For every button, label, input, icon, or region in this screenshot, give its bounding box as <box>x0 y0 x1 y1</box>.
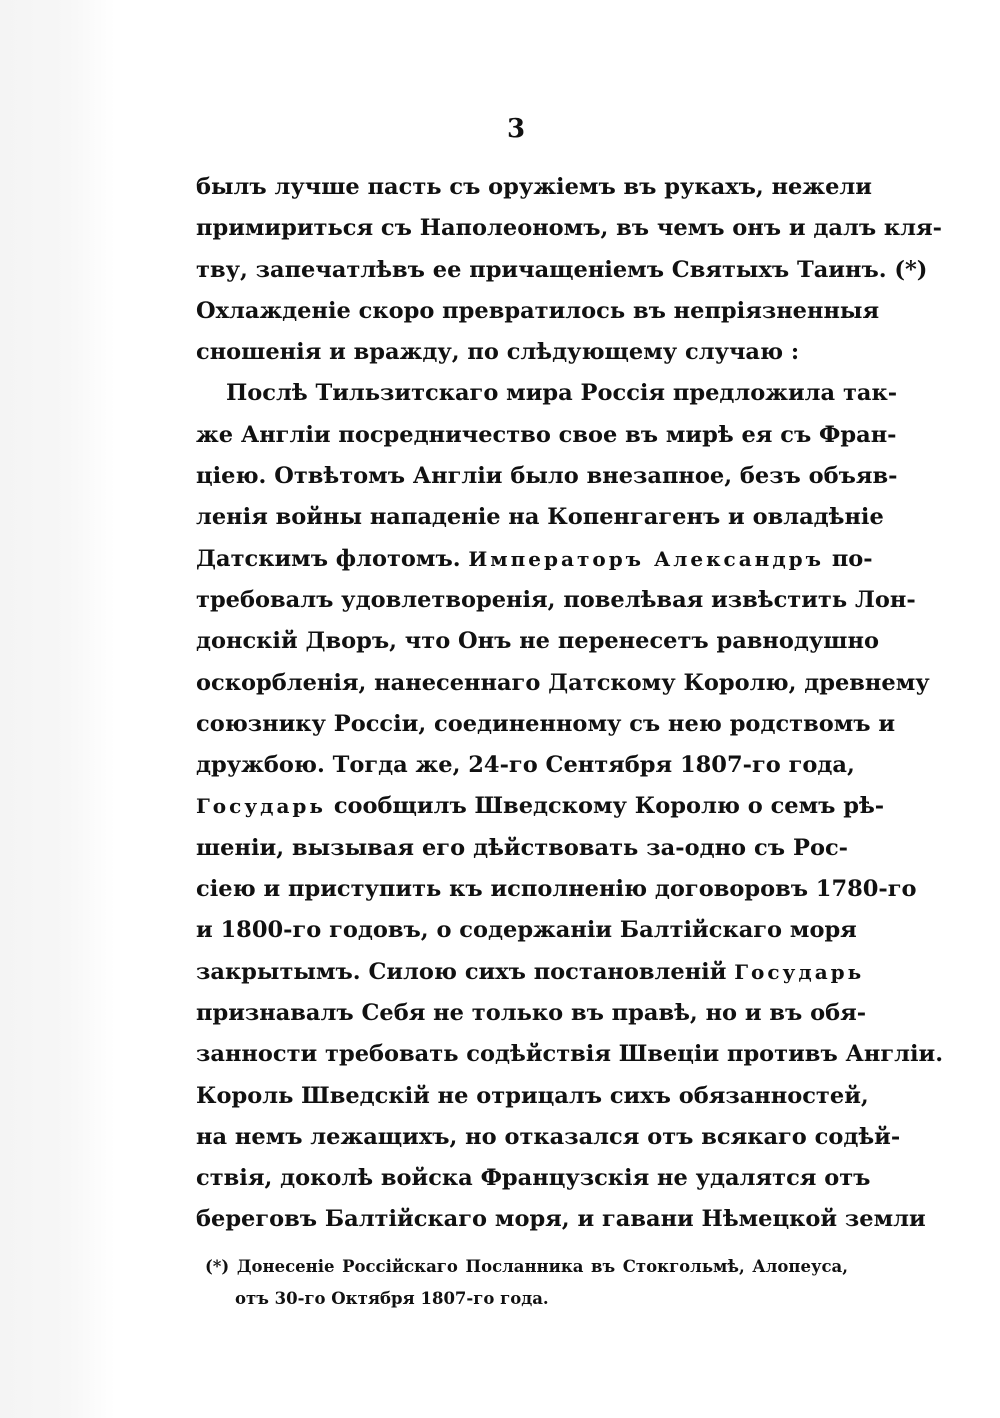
text-line: требовалъ удовлетворенія, повелѣвая извѣстить Лон- <box>196 586 916 613</box>
text-run: закрытымъ. Силою сихъ постановленій <box>196 958 735 985</box>
sovereign-title: Государь <box>196 794 326 819</box>
text-line: шеніи, вызывая его дѣйствовать за-одно съ Рос- <box>196 834 848 861</box>
text-line: признавалъ Себя не только въ правѣ, но и въ обя- <box>196 999 867 1026</box>
text-line: примириться съ Наполеономъ, въ чемъ онъ и далъ кля- <box>196 215 942 242</box>
text-line: дружбою. Тогда же, 24-го Сентября 1807-го года, <box>196 752 855 779</box>
text-line: береговъ Балтійскаго моря, и гавани Нѣмецкой земли <box>196 1206 926 1233</box>
text-line: ленія войны нападеніе на Копенгагенъ и овладѣніе <box>196 504 884 531</box>
emperor-title: Императоръ Александръ <box>468 546 824 571</box>
text-line: Послѣ Тильзитскаго мира Россія предложила так- <box>226 380 898 407</box>
text-line <box>196 539 873 580</box>
text-line: былъ лучше пасть съ оружіемъ въ рукахъ, нежели <box>196 174 872 200</box>
text-line: же Англіи посредничество свое въ мирѣ ея съ Фран- <box>196 421 897 448</box>
text-line: занности требовать содѣйствія Швеціи противъ Англіи. <box>196 1041 944 1068</box>
text-line <box>196 952 865 993</box>
text-line: сіею и приступить къ исполненію договоровъ 1780-го <box>196 876 917 903</box>
text-line: донскій Дворъ, что Онъ не перенесетъ равнодушно <box>196 628 879 655</box>
footnote-line: отъ 30-го Октября 1807-го года. <box>235 1289 549 1308</box>
text-line: ствія, доколѣ войска Французскія не удалятся отъ <box>196 1165 871 1192</box>
text-run: по- <box>823 545 873 572</box>
footnote <box>205 1251 848 1315</box>
text-line: союзнику Россіи, соединенному съ нею родствомъ и <box>196 710 896 737</box>
page-edge-shadow <box>0 0 115 1418</box>
text-line <box>196 786 885 827</box>
footnote-line: (*) Донесеніе Россійскаго Посланника въ Стокгольмѣ, Алопеуса, <box>205 1257 848 1276</box>
sovereign-title: Государь <box>734 959 865 984</box>
page-number: 3 <box>506 114 526 144</box>
text-run: Датскимъ флотомъ. <box>196 545 469 572</box>
text-line: на немъ лежащихъ, но отказался отъ всякаго содѣй- <box>196 1123 901 1150</box>
text-line: Король Шведскій не отрицалъ сихъ обязанностей, <box>196 1082 869 1109</box>
text-line: оскорбленія, нанесеннаго Датскому Королю, древнему <box>196 669 930 696</box>
text-line: сношенія и вражду, по слѣдующему случаю : <box>196 339 800 366</box>
text-line: ціею. Отвѣтомъ Англіи было внезапное, безъ объяв- <box>196 463 898 490</box>
text-line: тву, запечатлѣвъ ее причащеніемъ Святыхъ Таинъ. (*) <box>196 256 928 283</box>
text-line: и 1800-го годовъ, о содержаніи Балтійскаго моря <box>196 917 857 944</box>
text-line: Охлажденіе скоро превратилось въ непріязненныя <box>196 297 880 324</box>
body-text <box>196 167 944 1241</box>
text-run: сообщилъ Шведскому Королю о семъ рѣ- <box>325 793 885 820</box>
